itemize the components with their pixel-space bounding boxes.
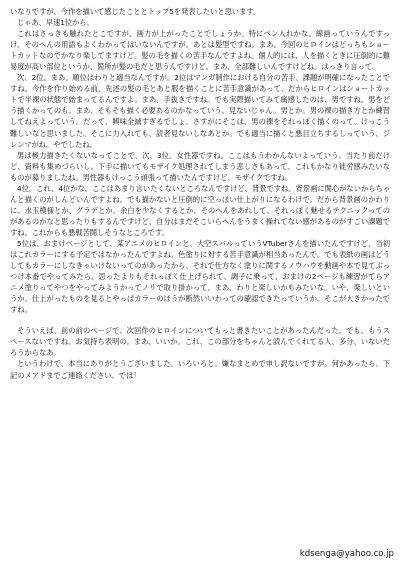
paragraph-third-place: 男は極力描きたくないなってことで、次、3位。女性器ですね。ここはもうわかんないよっていう。当たり前だけど、資料も集めづらいし。下手に描いてもモザイク処理されてしまう悲しさもあって、これもかなり徒労感みたいなものが募りましたね。男性器もけっこう頑張って描いたんですけど、モザイクですね。: [10, 150, 390, 182]
afterword-text-block: [10, 6, 390, 560]
paragraph-closing: というわけで、本当にありがとうございました。いろいろと。嫌なまとめで申し訳ないですが。何かあったら、下記のメアドまでご連絡ください。では！: [10, 359, 390, 380]
contact-email: kdsenga@yahoo.co.jp: [299, 549, 394, 559]
paragraph-gap: [10, 315, 390, 325]
paragraph-next-heroine: そういえば、前の前のページで、次回作のヒロインについてもっと書きたいことがあったんだった。でも、もうスペースないですね。お気持ち表明の。まあ、いいか。これ、この部分をちゃんと読んでくれてる人、多分、いないだろうからなあ。: [10, 326, 390, 358]
paragraph-first-place: これはさっきも触れたとこですが、画力が上がったことでしょうか。特にペン入れかな。線画っていうんですっけ。そのへんの用語もよくわかってはいないんですが。あとは髪型ですね。まあ、今回のヒロインはどっちもショートカットなのでかなり楽してますけど。髪の毛を描くの苦手なんですよね。個人的には、人を描くときに圧倒的に難易度が高い部位というか、箇所が髪の毛だと思うんですけど。まあ、全部難しいんですけどね。はっきり言って。: [10, 29, 390, 72]
paragraph-second-place: 次、2位。まあ、順位はわりと適当なんですが。2位はマンガ制作における自分の苦手、課題が明確になったことですね。今作を作り始める前、先述の髪の毛とあと服を描くことに苦手意識があって、だからヒロインはショートカットで半裸の状態で始まってるんですよ。まあ、手抜きですね。でも実際描いてみて痛感したのは、男ですね。男をどう描くかってのも。まあ、そもそも描く必要あるのかなっていう。見ないじゃん。男とか。男の裸の描き方とか練習してねえよっていう。だって、興味全滅すぎるでしょ。さすがにそこは、男の裸をそれっぽく描くのって、けっこう難しいなと思いました。そこに力入れても、読者見ないしなあとか。でも適当に描くと悪目立ちするしっていう、ジレンマがね。やでしたね。: [10, 73, 390, 149]
paragraph-intro: いなりですが、今作を描いて感じたこととトップ5を発表したいと思います。: [10, 7, 261, 16]
paragraph-first-place-lead: じゃあ、早速1位から。: [17, 18, 94, 28]
paragraph-fifth-place: 5位は、おまけページとして、某アニメのヒロインと、大空スバルっていうVTuberさんを描いたんですけど、当初はこれカラーにする予定ではなかったんですよね。色塗りに対する苦手意識が相当あったんで。でも表紙の画はどうしてもカラーにしなきゃいけないってのがあったから、それで仕方なく塗りに関するノウハウを動画や本で見てぶっつけ本番でやってみたら、思ったよりもそれっぽく仕上げられて、調子に乗って、おまけの2ページも練習がてらアニメ塗りってやつをやってみようかってノリで取り掛かって、まあ、わりと楽しいかもみたいな。いや、楽しいというか、仕上がったものを見るとやっぱカラーのほうが断然いいわっての確認できたっていうか。そこが大きかったですね。: [10, 238, 390, 315]
paragraph-fourth-place: 4位。これ、4位かな。ここはあまり言いたくないところなんですけど、背景ですね。背景画に関心がないからちゃんと描くのがしんどいんですよね。でも描かないと圧倒的に空っぽい仕上がりになるわけで。だから背景画のかわりに、水玉模様とか、グラデとか、余白を少なくするとか、そのへんをあれして、それっぽく魅せるテクニックってのがあるのかなと思ったりもするんですけど、自分はまだそこいらへんをうまく操れてない感があるのがすごい課題ですね。これからも悪戦苦闘しそうなところです。: [10, 183, 390, 237]
